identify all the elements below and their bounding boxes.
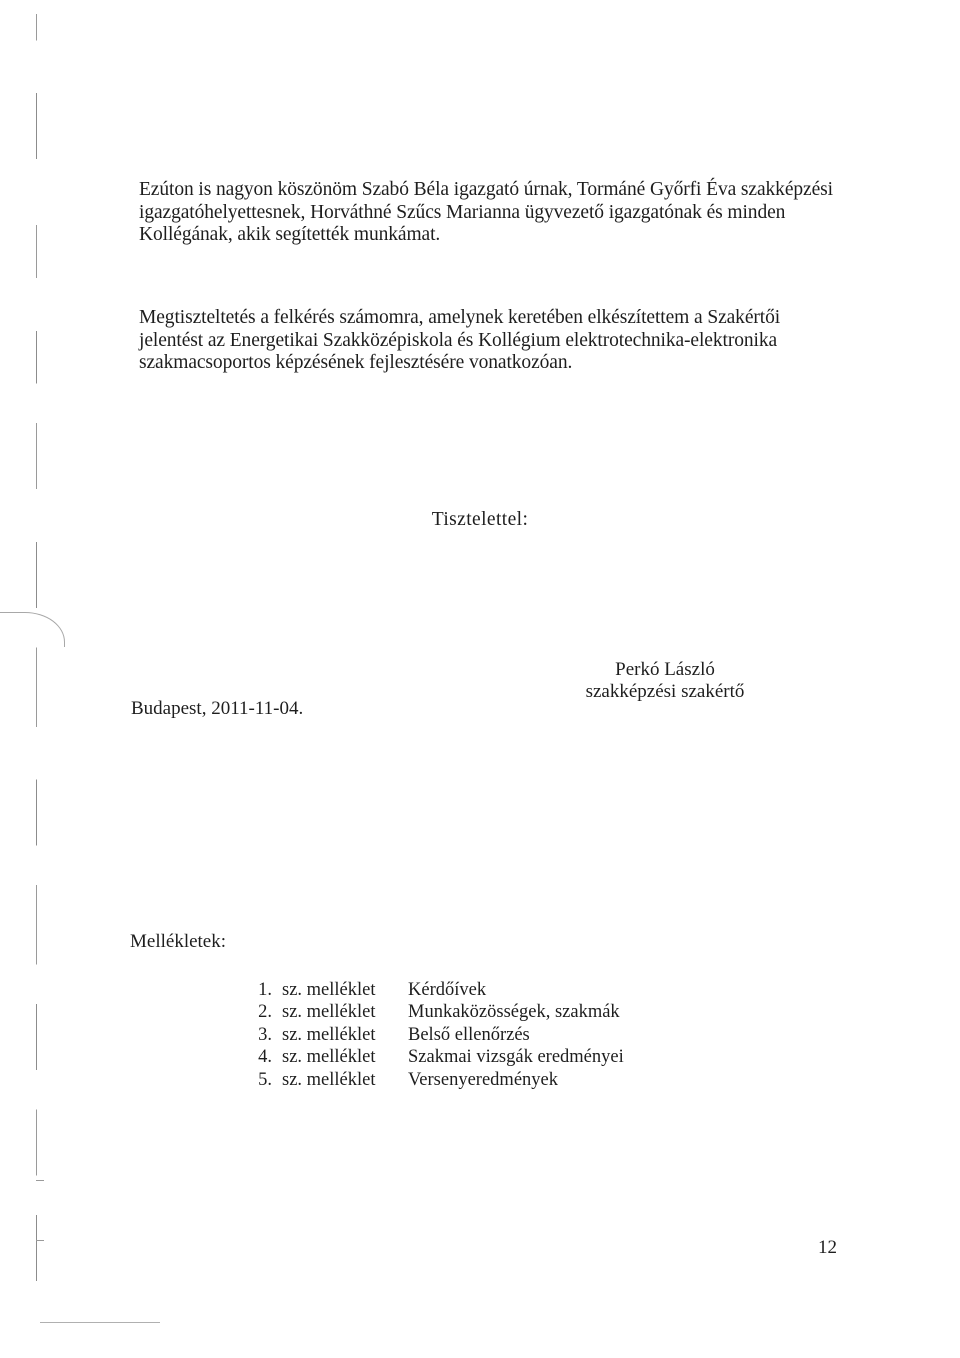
attachment-title: Szakmai vizsgák eredményei [408,1047,624,1068]
attachment-number: 3. [258,1024,272,1045]
attachments-list [238,979,708,1091]
list-item [238,1001,708,1023]
attachment-kind: sz. melléklet [282,1024,376,1045]
acknowledgement-paragraph [139,179,839,247]
attachment-title: Kérdőívek [408,980,487,1000]
attachment-kind: sz. melléklet [282,1069,376,1090]
attachment-title: Belső ellenőrzés [408,1024,530,1045]
page-number: 12 [818,1237,837,1258]
paragraph-text: Ezúton is nagyon köszönöm Szabó Béla igazgató úrnak, Tormáné Győrfi Éva szakképzési igazgatóhelyettesnek, Horváthné Szűcs Marianna ügyvezető igazgatónak és minden Kollégának, akik segítették munkámat. [139,179,833,245]
signature-block [545,659,785,703]
list-item [238,979,708,1001]
attachment-kind: sz. melléklet [282,1047,376,1068]
attachment-number: 2. [258,1002,272,1023]
attachment-title: Versenyeredmények [408,1069,558,1090]
commission-paragraph [139,307,844,375]
attachment-number: 1. [258,980,272,1000]
scan-bottom-edge [40,1322,160,1323]
binding-edge-mark [36,1240,44,1241]
attachment-number: 5. [258,1069,272,1090]
signer-title: szakképzési szakértő [585,681,745,702]
list-item [238,1024,708,1046]
attachments-heading: Mellékletek: [130,931,227,952]
attachment-number: 4. [258,1047,272,1068]
place-and-date: Budapest, 2011-11-04. [131,698,304,719]
binding-edge-line [36,14,37,1334]
closing-salutation: Tisztelettel: [431,509,529,530]
binding-edge-mark [36,1180,44,1181]
attachment-kind: sz. melléklet [282,1002,376,1023]
scan-edge-curl [0,612,65,647]
list-item [238,1069,708,1091]
attachment-kind: sz. melléklet [282,980,376,1000]
signer-name: Perkó László [615,659,715,680]
paragraph-text: Megtiszteltetés a felkérés számomra, amelynek keretében elkészítettem a Szakértői jelentést az Energetikai Szakközépiskola és Kollégium elektrotechnika-elektronika szakmacsoportos képzésének fejlesztésére vonatkozóan. [139,307,781,373]
attachment-title: Munkaközösségek, szakmák [408,1002,620,1023]
list-item [238,1046,708,1068]
